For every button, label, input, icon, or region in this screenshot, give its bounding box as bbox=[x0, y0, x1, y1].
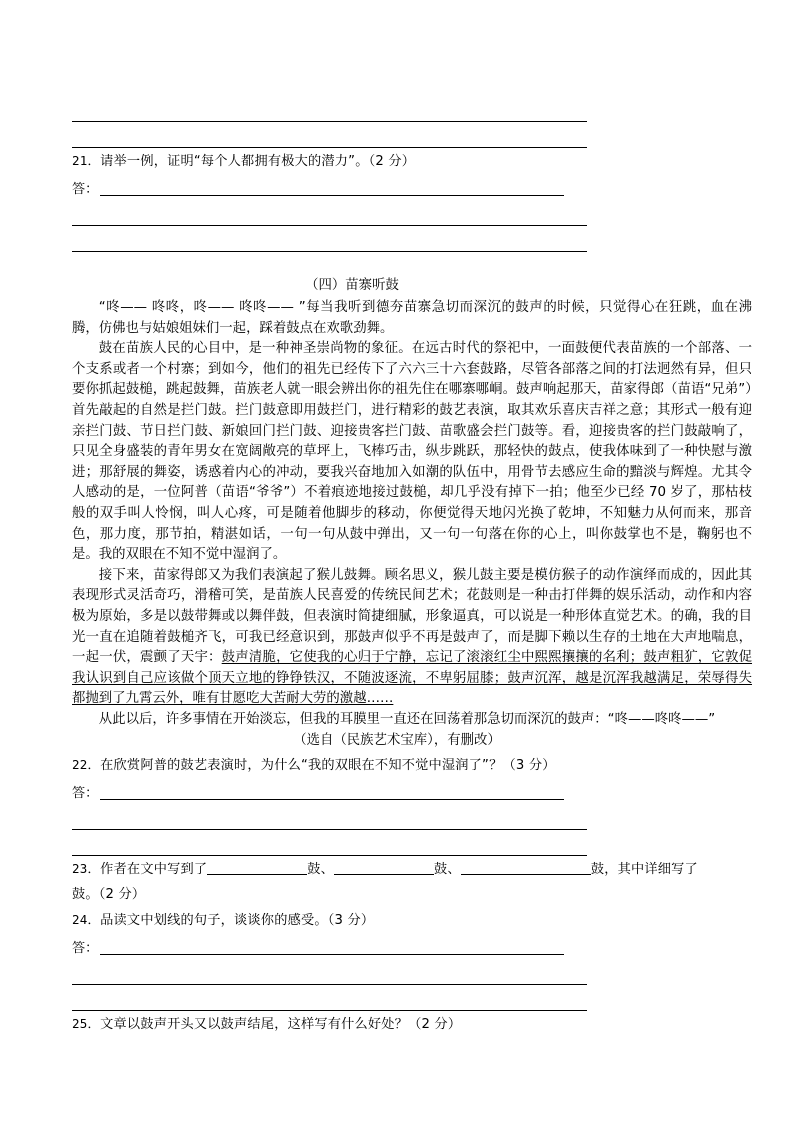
page-content bbox=[72, 96, 752, 1037]
question-24 bbox=[72, 907, 752, 933]
question-24-text: 品读文中划线的句子，谈谈你的感受。（3 分） bbox=[100, 913, 375, 929]
question-23-text-mid1: 鼓、 bbox=[307, 862, 335, 878]
answer-rule-row[interactable] bbox=[72, 200, 752, 226]
question-23-text-part2: 鼓，其中详细写了 bbox=[590, 862, 698, 878]
answer-rule-row[interactable] bbox=[72, 804, 752, 830]
question-24-answer-row bbox=[72, 933, 752, 959]
answer-rule[interactable] bbox=[100, 195, 564, 196]
passage-title: （四）苗寨听鼓 bbox=[305, 278, 399, 293]
answer-rule-row[interactable] bbox=[72, 959, 752, 985]
question-21-answer-row bbox=[72, 174, 752, 200]
question-25 bbox=[72, 1011, 752, 1037]
passage-paragraph-4: 从此以后，许多事情在开始淡忘，但我的耳膜里一直还在回荡着那急切而深沉的鼓声：“咚——咚咚——” bbox=[98, 711, 716, 727]
answer-rule bbox=[72, 121, 587, 122]
question-21 bbox=[72, 148, 752, 174]
answer-rule[interactable] bbox=[72, 225, 587, 226]
answer-label: 答： bbox=[72, 786, 99, 802]
question-23 bbox=[72, 856, 752, 882]
question-23-text-part1: 作者在文中写到了 bbox=[100, 862, 208, 878]
answer-rule-row[interactable] bbox=[72, 226, 752, 252]
question-22-text: 在欣赏阿普的鼓艺表演时，为什么“我的双眼在不知不觉中湿润了”？（3 分） bbox=[100, 758, 556, 774]
answer-rule-row[interactable] bbox=[72, 985, 752, 1011]
question-22-number: 22． bbox=[72, 757, 101, 773]
answer-label: 答： bbox=[72, 182, 99, 197]
paragraph-3-plain-text: 接下来，苗家得郎又为我们表演起了猴儿鼓舞。顾名思义，猴儿鼓主要是模仿猴子的动作演绎而成的，因此其表现形式灵活奇巧，滑稽可笑，是苗族人民喜爱的传统民间艺术；花鼓则是一种击打伴舞的娱乐活动，动作和内容极为原始，多是以鼓带舞或以舞伴鼓，但表演时简捷细腻，形象逼真，可以说是一种形体直觉艺术。的确，我的目光一直在追随着鼓槌齐飞，可我已经意识到，那鼓声似乎不再是鼓声了，而是脚下赖以生存的土地在大声地喘息，一起一伏，震颤了天宇： bbox=[72, 567, 752, 666]
question-22-answer-row bbox=[72, 778, 752, 804]
question-23-number: 23． bbox=[72, 861, 101, 877]
passage-paragraph-1: “咚—— 咚咚，咚—— 咚咚—— ”每当我听到德夯苗寨急切而深沉的鼓声的时候，只觉得心在狂跳，血在沸腾，仿佛也与姑娘姐妹们一起，踩着鼓点在欢歌劲舞。 bbox=[72, 300, 752, 336]
question-23-line-2: 鼓。（2 分） bbox=[72, 887, 146, 903]
paragraph-3-underlined-sentence: 鼓声清脆，它使我的心归于宁静，忘记了滚滚红尘中熙熙攘攘的名利；鼓声粗犷，它敦促我认识到自己应该做个顶天立地的铮铮铁汉，不随波逐流，不卑躬屈膝；鼓声沉浑，越是沉浑我越满足，荣辱得失都抛到了九霄云外，唯有甘愿吃大苦耐大劳的激越…… bbox=[72, 650, 753, 707]
answer-rule-row bbox=[72, 122, 752, 148]
question-23-blank-2[interactable] bbox=[334, 861, 434, 875]
question-21-number: 21． bbox=[72, 153, 101, 168]
answer-rule[interactable] bbox=[100, 799, 564, 800]
answer-rule-row bbox=[72, 96, 752, 122]
question-23-blank-3[interactable] bbox=[461, 861, 591, 875]
question-22 bbox=[72, 752, 752, 778]
passage-paragraph-2: 鼓在苗族人民的心目中，是一种神圣崇尚物的象征。在远古时代的祭祀中，一面鼓便代表苗族的一个部落、一个支系或者一个村寨；到如今，他们的祖先已经传下了六六三十六套鼓路，尽管各部落之间的打法迥然有异，但只要你抓起鼓槌，跳起鼓舞，苗族老人就一眼会辨出你的祖先住在哪寨哪峒。鼓声响起那天，苗家得郎（苗语“兄弟”）首先敲起的自然是拦门鼓。拦门鼓意即用鼓拦门，进行精彩的鼓艺表演，取其欢乐喜庆吉祥之意；其形式一般有迎亲拦门鼓、节日拦门鼓、新娘回门拦门鼓、迎接贵客拦门鼓、苗歌盛会拦门鼓等。看，迎接贵客的拦门鼓敲响了，只见全身盛装的青年男女在宽阔敞亮的草坪上，飞棒巧击，纵步跳跃，那轻快的鼓点，使我体味到了一种快慰与激进；那舒展的舞姿，诱惑着内心的冲动，要我兴奋地加入如潮的队伍中，用骨节去感应生命的黯淡与辉煌。尤其令人感动的是，一位阿普（苗语“爷爷”）不着痕迹地接过鼓槌，却几乎没有掉下一拍；他至少已经 70 岁了，那枯枝般的双手叫人怜悯，叫人心疼，可是随着他脚步的移动，你便觉得天地闪光换了乾坤，不知魅力从何而来，那音色，那力度，那节拍，精湛如话，一句一句从鼓中弹出，又一句一句落在你的心上，叫你鼓掌也不是，鞠躬也不是。我的双眼在不知不觉中湿润了。 bbox=[72, 341, 752, 563]
answer-rule[interactable] bbox=[72, 829, 587, 830]
answer-label: 答： bbox=[72, 941, 99, 957]
carryover-answer-lines bbox=[72, 96, 752, 148]
answer-rule[interactable] bbox=[72, 984, 587, 985]
answer-rule-row[interactable] bbox=[72, 830, 752, 856]
question-23-text-mid2: 鼓、 bbox=[434, 862, 461, 878]
answer-rule[interactable] bbox=[72, 251, 587, 252]
question-25-number: 25． bbox=[72, 1016, 101, 1032]
passage-source-attribution: （选自（民族艺术宝库），有删改） bbox=[293, 733, 501, 749]
answer-rule[interactable] bbox=[100, 954, 564, 955]
question-25-text: 文章以鼓声开头又以鼓声结尾，这样写有什么好处？（2 分） bbox=[100, 1017, 462, 1033]
question-24-number: 24． bbox=[72, 912, 101, 928]
question-21-text: 请举一例，证明“每个人都拥有极大的潜力”。（2 分） bbox=[100, 154, 416, 169]
question-23-blank-1[interactable] bbox=[207, 861, 307, 875]
passage-paragraph-3 bbox=[72, 566, 752, 710]
